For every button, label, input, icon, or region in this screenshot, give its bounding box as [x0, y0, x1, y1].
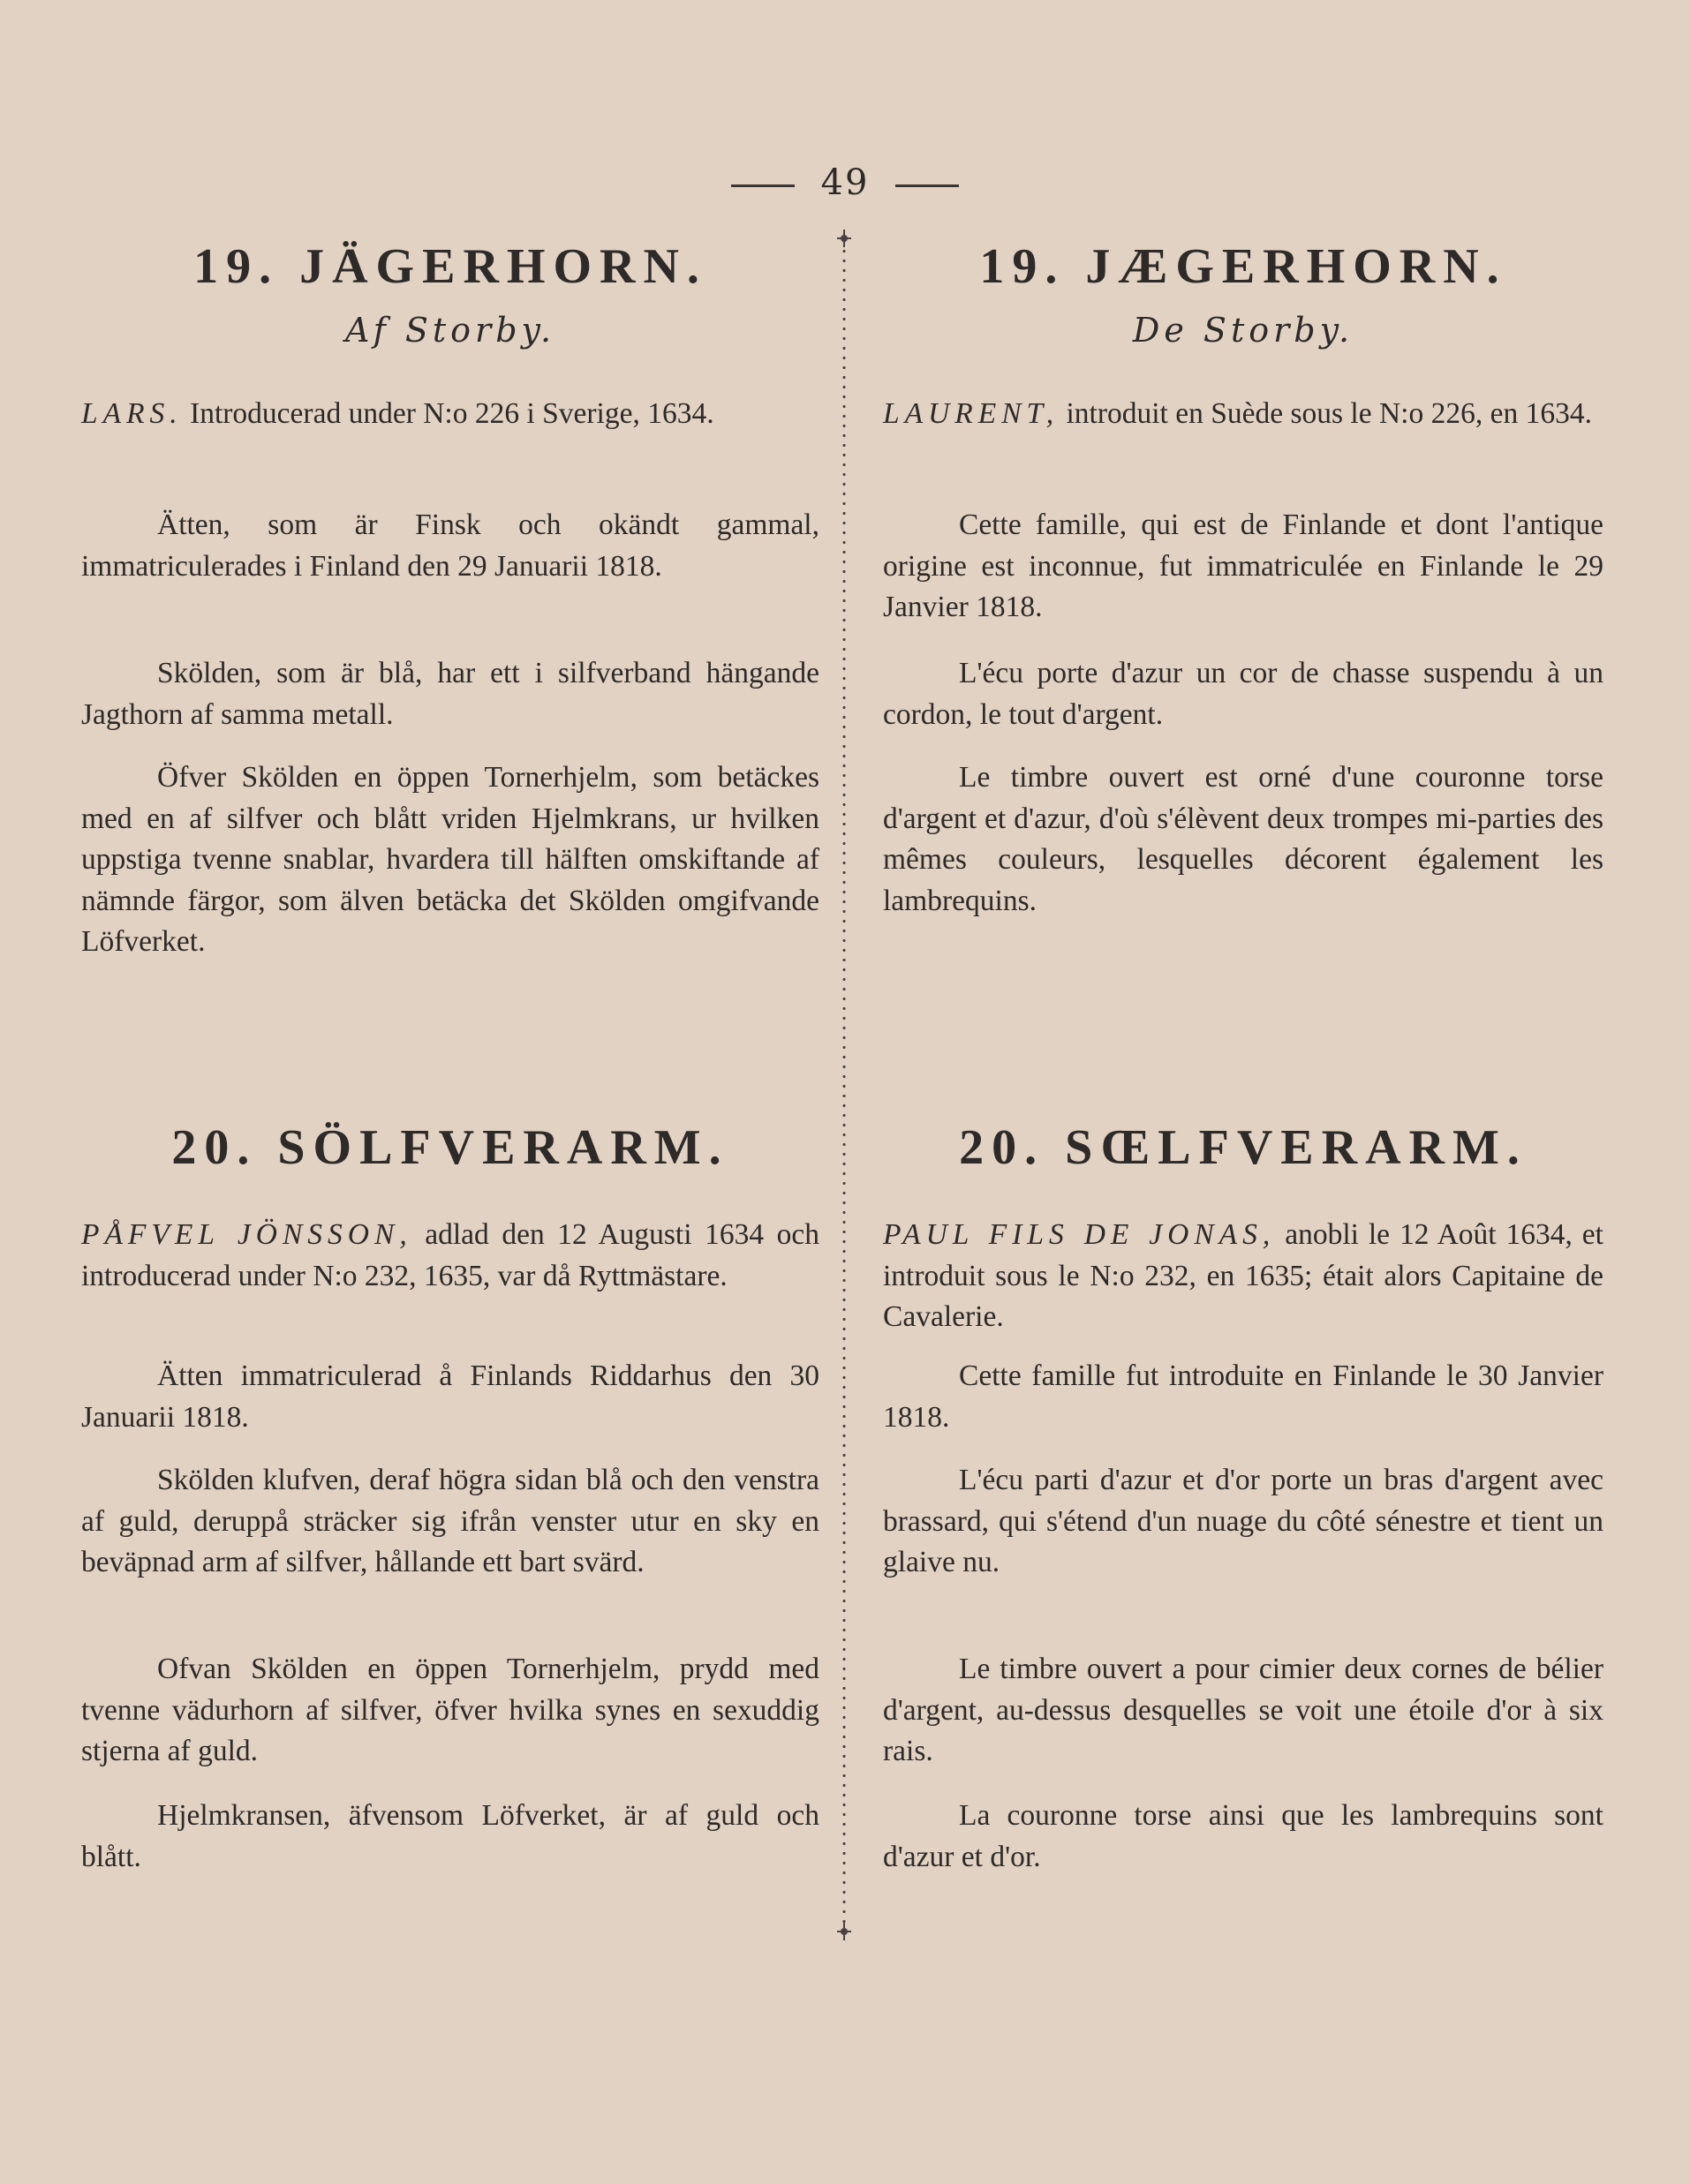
- column-divider: [837, 237, 851, 1932]
- section-20-paragraph-3-sv: Skölden klufven, deraf högra sidan blå och den venstra af guld, deruppå sträcker sig ifrån venster utur en sky en beväpnad arm af silfver, hållande ett bart svärd.: [81, 1464, 819, 1578]
- section-19-paragraph-3-sv: Skölden, som är blå, har ett i silfverband hängande Jagthorn af samma metall.: [81, 657, 819, 731]
- section-19-subtitle-fr: De Storby.: [1132, 311, 1354, 350]
- section-19-paragraph-1-fr: LAURENT, introduit en Suède sous le N:o 226, en 1634.: [883, 397, 1592, 430]
- section-19-subtitle-sv: Af Storby.: [344, 311, 556, 350]
- section-19-paragraph-3-fr: L'écu porte d'azur un cor de chasse suspendu à un cordon, le tout d'argent.: [883, 657, 1603, 731]
- divider-ornament-top: [834, 228, 855, 249]
- person-name: PAUL FILS DE JONAS,: [883, 1218, 1276, 1251]
- section-19-title-sv: 19. JÄGERHORN.: [193, 239, 707, 294]
- section-20-paragraph-2-fr: Cette famille fut introduite en Finlande le 30 Janvier 1818.: [883, 1359, 1603, 1434]
- section-20-paragraph-4-fr: Le timbre ouvert a pour cimier deux cornes de bélier d'argent, au-dessus desquelles se voit une étoile d'or à six rais.: [883, 1653, 1603, 1767]
- section-20-paragraph-5-fr: La couronne torse ainsi que les lambrequins sont d'azur et d'or.: [883, 1799, 1603, 1873]
- section-20-paragraph-1-fr: PAUL FILS DE JONAS, anobli le 12 Août 1634, et introduit sous le N:o 232, en 1635; était alors Capitaine de Cavalerie.: [883, 1218, 1603, 1333]
- person-name: PÅFVEL JÖNSSON,: [81, 1218, 412, 1251]
- section-20-paragraph-2-sv: Ätten immatriculerad å Finlands Riddarhus den 30 Januarii 1818.: [81, 1359, 819, 1434]
- person-name: LARS.: [81, 397, 183, 430]
- person-name: LAURENT,: [883, 397, 1060, 430]
- page-number-dash-right: [895, 185, 959, 187]
- section-20-title-fr: 20. SŒLFVERARM.: [959, 1120, 1528, 1175]
- section-19-paragraph-2-sv: Ätten, som är Finsk och okändt gammal, immatriculerades i Finland den 29 Januarii 1818.: [81, 508, 819, 583]
- page-number: 49: [0, 162, 1690, 203]
- page-number-dash-left: [731, 185, 795, 187]
- section-20-paragraph-1-sv: PÅFVEL JÖNSSON, adlad den 12 Augusti 1634 och introducerad under N:o 232, 1635, var då Ryttmästare.: [81, 1218, 819, 1292]
- divider-ornament-bottom: [834, 1921, 855, 1942]
- section-19-title-fr: 19. JÆGERHORN.: [979, 239, 1507, 294]
- section-20-paragraph-4-sv: Ofvan Skölden en öppen Tornerhjelm, prydd med tvenne vädurhorn af silfver, öfver hvilka synes en sexuddig stjerna af guld.: [81, 1653, 819, 1767]
- section-19-paragraph-4-sv: Öfver Skölden en öppen Tornerhjelm, som betäckes med en af silfver och blått vriden Hjelmkrans, ur hvilken uppstiga tvenne snablar, hvardera till hälften omskiftande af nämnde färgor, som älven betäcka det Skölden omgifvande Löfverket.: [81, 761, 819, 958]
- section-19-paragraph-2-fr: Cette famille, qui est de Finlande et dont l'antique origine est inconnue, fut immatriculée en Finlande le 29 Janvier 1818.: [883, 508, 1603, 623]
- section-20-paragraph-5-sv: Hjelmkransen, äfvensom Löfverket, är af guld och blått.: [81, 1799, 819, 1873]
- section-19-paragraph-1-sv: LARS. Introducerad under N:o 226 i Sverige, 1634.: [81, 397, 714, 430]
- section-20-title-sv: 20. SÖLFVERARM.: [171, 1120, 729, 1175]
- section-20-paragraph-3-fr: L'écu parti d'azur et d'or porte un bras d'argent avec brassard, qui s'étend d'un nuage du côté sénestre et tient un glaive nu.: [883, 1464, 1603, 1578]
- section-19-paragraph-4-fr: Le timbre ouvert est orné d'une couronne torse d'argent et d'azur, d'où s'élèvent deux trompes mi-parties des mêmes couleurs, lesquelles décorent également les lambrequins.: [883, 761, 1603, 917]
